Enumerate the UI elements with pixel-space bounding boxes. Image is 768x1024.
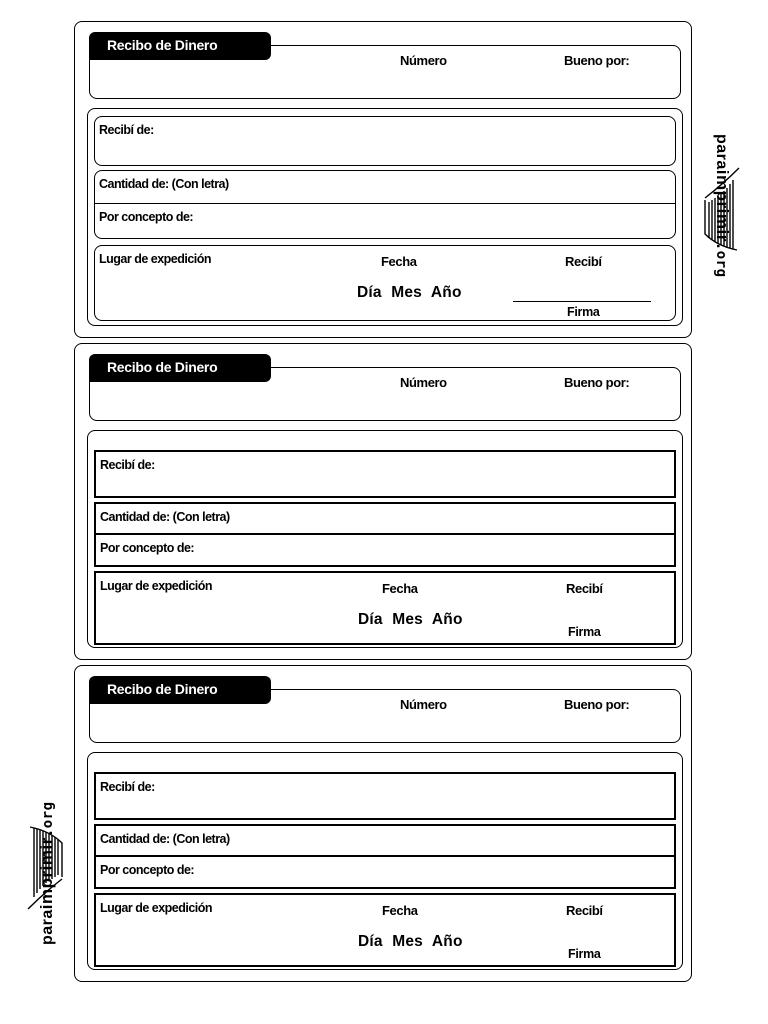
fecha-label: Fecha — [381, 254, 417, 269]
receipt-title: Recibo de Dinero — [89, 676, 271, 704]
recibi-de-field[interactable] — [94, 116, 676, 166]
concepto-field[interactable] — [94, 855, 676, 889]
signature-line[interactable] — [513, 301, 651, 302]
concepto-label: Por concepto de: — [100, 863, 195, 877]
recibi-de-label: Recibí de: — [100, 458, 155, 472]
cantidad-field[interactable] — [94, 502, 676, 533]
concepto-field[interactable] — [94, 533, 676, 567]
recibi-label: Recibí — [565, 254, 602, 269]
lugar-fecha-firma-field[interactable] — [94, 893, 676, 967]
concepto-label: Por concepto de: — [99, 210, 194, 224]
firma-label: Firma — [567, 305, 600, 319]
fecha-label: Fecha — [382, 903, 418, 918]
numero-label: Número — [400, 697, 447, 712]
watermark-logo-left — [20, 775, 70, 945]
dia-mes-anio-label: Día Mes Año — [358, 933, 463, 950]
firma-label: Firma — [568, 947, 601, 961]
bueno-por-label: Bueno por: — [564, 375, 630, 390]
firma-label: Firma — [568, 625, 601, 639]
watermark-prefix: para — [39, 909, 56, 945]
recibi-de-field[interactable] — [94, 772, 676, 820]
numero-label: Número — [400, 375, 447, 390]
lugar-fecha-firma-field[interactable] — [94, 245, 676, 321]
recibi-label: Recibí — [566, 903, 603, 918]
receipt-title: Recibo de Dinero — [89, 354, 271, 382]
bueno-por-label: Bueno por: — [564, 697, 630, 712]
fecha-label: Fecha — [382, 581, 418, 596]
concepto-label: Por concepto de: — [100, 541, 195, 555]
lugar-label: Lugar de expedición — [99, 252, 212, 266]
cantidad-field[interactable] — [94, 824, 676, 855]
cantidad-label: Cantidad de: (Con letra) — [99, 177, 229, 191]
receipt-body — [87, 108, 683, 326]
dia-mes-anio-label: Día Mes Año — [357, 284, 462, 301]
recibi-label: Recibí — [566, 581, 603, 596]
receipt-title: Recibo de Dinero — [89, 32, 271, 60]
watermark-suffix: .org — [40, 801, 56, 838]
recibi-de-label: Recibí de: — [99, 123, 154, 137]
cantidad-field[interactable] — [94, 170, 676, 204]
watermark-emphasis: imprimir — [713, 169, 732, 242]
receipt-body — [87, 752, 683, 970]
cantidad-label: Cantidad de: (Con letra) — [100, 510, 230, 524]
cantidad-label: Cantidad de: (Con letra) — [100, 832, 230, 846]
numero-label: Número — [400, 53, 447, 68]
receipt-2 — [74, 343, 692, 660]
watermark-emphasis: imprimir — [37, 837, 56, 910]
watermark-prefix: para — [713, 134, 730, 170]
lugar-label: Lugar de expedición — [100, 901, 213, 915]
receipt-1 — [74, 21, 692, 338]
concepto-field[interactable] — [94, 203, 676, 239]
bueno-por-label: Bueno por: — [564, 53, 630, 68]
receipt-body — [87, 430, 683, 648]
lugar-label: Lugar de expedición — [100, 579, 213, 593]
receipt-3 — [74, 665, 692, 982]
recibi-de-field[interactable] — [94, 450, 676, 498]
dia-mes-anio-label: Día Mes Año — [358, 611, 463, 628]
recibi-de-label: Recibí de: — [100, 780, 155, 794]
watermark-suffix: .org — [713, 241, 729, 278]
watermark-logo-right — [697, 134, 747, 304]
lugar-fecha-firma-field[interactable] — [94, 571, 676, 645]
